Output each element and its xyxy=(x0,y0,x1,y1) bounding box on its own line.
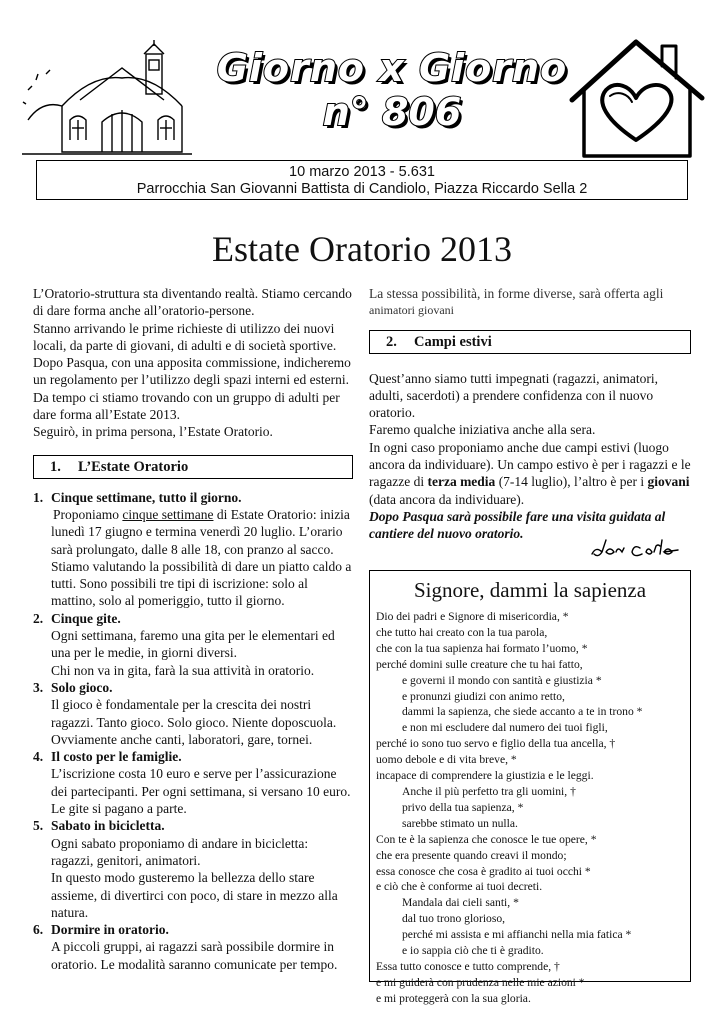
prayer-line: e io sappia ciò che ti è gradito. xyxy=(402,944,544,958)
section-number: 2. xyxy=(386,333,397,350)
item-heading: Solo gioco. xyxy=(51,679,113,695)
item-body: Ogni settimana, faremo una gita per le elementari ed una per le medie, in giorni diversi. xyxy=(51,628,335,661)
item-number: 4. xyxy=(33,749,44,765)
prayer-line: Con te è la sapienza che conosce le tue opere, * xyxy=(376,832,597,846)
intro-paragraph: Seguirò, in prima persona, l’Estate Oratorio. xyxy=(33,424,273,440)
prayer-line: che era presente quando creavi il mondo; xyxy=(376,848,567,862)
item-body: A piccoli gruppi, ai ragazzi sarà possibile dormire in oratorio. Le modalità saranno comunicate per tempo. xyxy=(51,939,338,972)
prayer-text xyxy=(376,609,684,1007)
masthead-title-line1: Giorno x Giorno xyxy=(216,46,568,90)
guided-visit-note: Dopo Pasqua sarà possibile fare una visita guidata al cantiere del nuovo oratorio. xyxy=(369,508,666,542)
prayer-line: privo della tua sapienza, * xyxy=(402,800,524,814)
list-item xyxy=(33,921,353,973)
prayer-line: e ciò che è conforme ai tuoi decreti. xyxy=(376,880,543,894)
signature-scribble-icon xyxy=(588,534,698,562)
prayer-line: e governi il mondo con santità e giustizia * xyxy=(402,673,602,687)
item-heading: Cinque settimane, tutto il giorno. xyxy=(51,489,242,505)
section-heading-estate-oratorio xyxy=(33,455,353,479)
prayer-line: dal tuo trono glorioso, xyxy=(402,912,506,926)
paragraph-text: (7-14 luglio), l’altro è per i xyxy=(495,474,648,490)
item-body: Ogni sabato proponiamo di andare in bicicletta: ragazzi, genitori, animatori. xyxy=(51,835,309,868)
section-title: Campi estivi xyxy=(414,333,492,350)
paragraph xyxy=(369,439,691,508)
prayer-line: sarebbe stimato un nulla. xyxy=(402,816,518,830)
item-heading: Cinque gite. xyxy=(51,610,121,626)
right-column xyxy=(369,285,691,543)
list-item xyxy=(33,748,353,817)
list-item xyxy=(33,610,353,679)
list-item xyxy=(33,489,353,610)
prayer-line: e non mi escludere dal numero dei tuoi figli, xyxy=(402,721,608,735)
intro-paragraph: Da tempo ci stiamo trovando con un gruppo di adulti per dare forma all’Estate 2013. xyxy=(33,389,340,423)
item-body: Chi non va in gita, farà la sua attività in oratorio. xyxy=(51,662,315,678)
intro-paragraph: L’Oratorio-struttura sta diventando realtà. Stiamo cercando di dare forma anche all’oratorio-persone. xyxy=(33,286,352,319)
intro-line: La stessa possibilità, in forme diverse, sarà offerta agli xyxy=(369,286,664,301)
item-number: 2. xyxy=(33,610,44,626)
prayer-line: che con la tua sapienza hai formato l’uomo, * xyxy=(376,641,588,655)
item-body: In questo modo gusteremo la bellezza dello stare assieme, di divertirci con poco, di stare in mezzo alla natura. xyxy=(51,870,338,920)
church-illustration xyxy=(22,40,192,158)
item-body: Le gite si pagano a parte. xyxy=(51,801,187,817)
item-body: L’iscrizione costa 10 euro e serve per l’assicurazione dei partecipanti. Per ogni settimana, si versano 10 euro. xyxy=(51,766,351,799)
item-heading: Il costo per le famiglie. xyxy=(51,749,182,765)
issue-info-box xyxy=(36,160,688,200)
bold-text: giovani xyxy=(647,474,690,490)
prayer-line: Essa tutto conosce e tutto comprende, † xyxy=(376,959,560,973)
prayer-line: essa conosce che cosa è gradito ai tuoi occhi * xyxy=(376,864,591,878)
item-body: Ovviamente anche canti, laboratori, gare, tornei. xyxy=(51,731,313,747)
prayer-line: e mi guiderà con prudenza nelle mie azioni * xyxy=(376,975,585,989)
bold-text: terza media xyxy=(427,474,496,490)
item-number: 5. xyxy=(33,818,44,834)
prayer-title: Signore, dammi la sapienza xyxy=(413,578,647,602)
section-number: 1. xyxy=(50,458,61,475)
prayer-box xyxy=(369,570,691,1005)
prayer-line: che tutto hai creato con la tua parola, xyxy=(376,625,548,639)
prayer-line: dammi la sapienza, che siede accanto a te in trono * xyxy=(402,705,643,719)
parish-address: Parrocchia San Giovanni Battista di Candiolo, Piazza Riccardo Sella 2 xyxy=(136,181,588,197)
prayer-line: e pronunzi giudizi con animo retto, xyxy=(402,689,565,703)
house-heart-icon xyxy=(566,36,706,160)
masthead-issue-number: n° 806 xyxy=(322,90,462,134)
list-item xyxy=(33,817,353,921)
section-heading-campi-estivi xyxy=(369,330,691,354)
item-number: 6. xyxy=(33,922,44,938)
prayer-line: uomo debole e di vita breve, * xyxy=(376,753,517,767)
item-body xyxy=(33,506,353,610)
prayer-line: e mi proteggerà con la sua gloria. xyxy=(376,991,531,1005)
item-heading: Dormire in oratorio. xyxy=(51,922,169,938)
item-heading: Sabato in bicicletta. xyxy=(51,818,165,834)
item-number: 3. xyxy=(33,679,44,695)
prayer-line: perché mi assista e mi affianchi nella mia fatica * xyxy=(402,928,632,942)
intro-line: animatori giovani xyxy=(369,303,454,318)
headline: Estate Oratorio 2013 xyxy=(212,229,512,269)
intro-paragraph: Dopo Pasqua, con una apposita commissione, indicheremo un regolamento per l’utilizzo degli spazi interni ed esterni. xyxy=(33,355,351,388)
prayer-line: perché domini sulle creature che tu hai fatto, xyxy=(376,657,583,671)
item-body-text: Proponiamo xyxy=(53,506,123,522)
left-column xyxy=(33,285,353,973)
prayer-line: Anche il più perfetto tra gli uomini, † xyxy=(402,784,576,798)
signature xyxy=(588,534,698,562)
item-body-underlined: cinque settimane xyxy=(122,506,214,522)
section-title: L’Estate Oratorio xyxy=(78,458,189,475)
item-body-text: di Estate Oratorio: inizia lunedì 17 giugno e termina venerdì 20 luglio. L’orario sarà prolungato, dalle 8 alle 18, con pranzo al sacco. Stiamo valutando la possibilità di dare un piatto caldo a tutti. Sono possibili tre tipi di iscrizione: solo al mattino, solo al pomeriggio, tutto il giorno. xyxy=(51,506,352,609)
paragraph: Faremo qualche iniziativa anche alla sera. xyxy=(369,422,596,438)
issue-date: 10 marzo 2013 - 5.631 xyxy=(289,164,435,180)
paragraph-text: In ogni caso proponiamo anche due campi estivi (luogo ancora da individuare). Un campo estivo è per i ragazzi e le ragazze di xyxy=(369,439,691,490)
prayer-line: Dio dei padri e Signore di misericordia, * xyxy=(376,610,569,623)
item-body: Il gioco è fondamentale per la crescita dei nostri ragazzi. Tanto gioco. Solo gioco. Niente doposcuola. xyxy=(51,697,337,730)
intro-paragraph: Stanno arrivando le prime richieste di utilizzo dei nuovi locali, da parte di giovani, di adulti e di società sportive. xyxy=(33,320,337,353)
prayer-line: perché io sono tuo servo e figlio della tua ancella, † xyxy=(376,737,616,751)
paragraph: Quest’anno siamo tutti impegnati (ragazzi, animatori, adulti, sacerdoti) a prendere confidenza con il nuovo oratorio. xyxy=(369,370,659,421)
masthead-title xyxy=(212,46,572,134)
item-number: 1. xyxy=(33,489,44,505)
list-item xyxy=(33,679,353,748)
prayer-line: incapace di comprendere la giustizia e le leggi. xyxy=(376,769,594,783)
prayer-line: Mandala dai cieli santi, * xyxy=(402,896,519,910)
paragraph-text: (data ancora da individuare). xyxy=(369,491,525,507)
